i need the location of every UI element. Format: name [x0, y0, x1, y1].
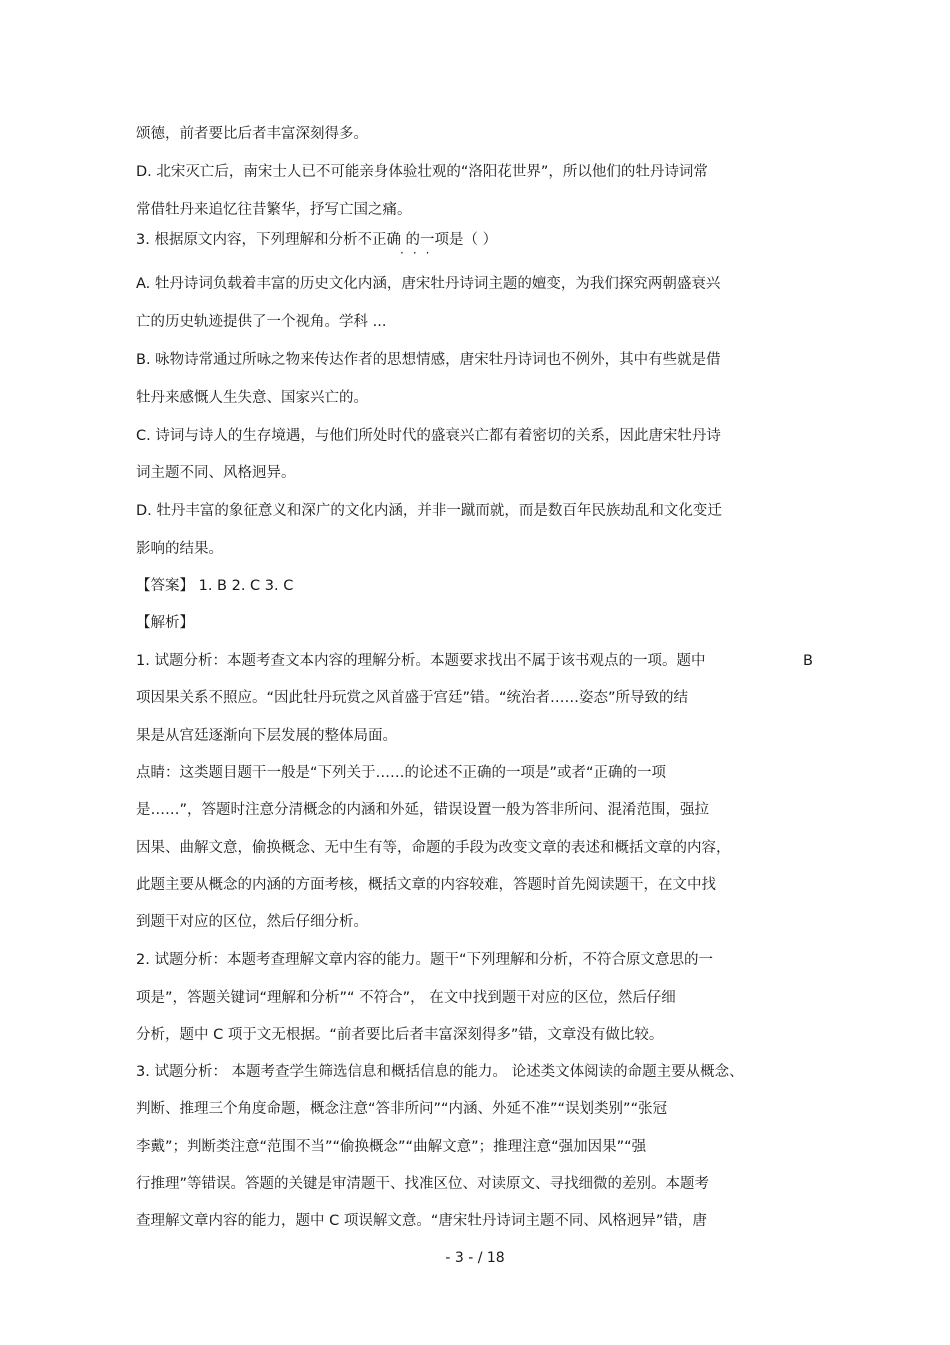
text-line: 牡丹来感慨人生失意、国家兴亡的。	[136, 390, 368, 406]
text-line: 常借牡丹来追忆往昔繁华，抒写亡国之痛。	[136, 202, 412, 218]
text-line: 是……”，答题时注意分清概念的内涵和外延，错误设置一般为答非所问、混淆范围，强拉	[136, 802, 710, 818]
text-line: 颂德，前者要比后者丰富深刻得多。	[136, 126, 368, 142]
text-line: 亡的历史轨迹提供了一个视角。学科 ...	[136, 314, 387, 330]
text-line: 判断、推理三个角度命题，概念注意“答非所问”“内涵、外延不准”“误划类别”“张冠	[136, 1101, 668, 1117]
option-c: C. 诗词与诗人的生存境遇，与他们所处时代的盛衰兴亡都有着密切的关系，因此唐宋牡丹诗	[136, 428, 721, 444]
analysis-2: 2. 试题分析：本题考查理解文章内容的能力。题干“下列理解和分析，不符合原文意思的一	[136, 952, 713, 968]
question-3-stem: 3. 根据原文内容，下列理解和分析不正确 的一项是（ ）	[136, 232, 498, 248]
option-letter-b: B	[803, 653, 813, 669]
text-line: 查理解文章内容的能力，题中 C 项误解文意。“唐宋牡丹诗词主题不同、风格迥异”错，唐	[136, 1213, 707, 1229]
text-line: 分析，题中 C 项于文无根据。“前者要比后者丰富深刻得多”错，文章没有做比较。	[136, 1027, 664, 1043]
option-b: B. 咏物诗常通过所咏之物来传达作者的思想情感，唐宋牡丹诗词也不例外，其中有些就是借	[136, 352, 721, 368]
analysis-3: 3. 试题分析： 本题考查学生筛选信息和概括信息的能力。 论述类文体阅读的命题主要从概念、	[136, 1064, 744, 1080]
option-a: A. 牡丹诗词负载着丰富的历史文化内涵，唐宋牡丹诗词主题的嬗变，为我们探究两朝盛衰兴	[136, 276, 721, 292]
analysis-heading: 【解析】	[136, 615, 194, 631]
text-line: 因果、曲解文意，偷换概念、无中生有等，命题的手段为改变文章的表述和概括文章的内容，	[136, 840, 731, 856]
emphasis-dots: ···	[400, 246, 439, 260]
text-line: 项是”，答题关键词“理解和分析”“ 不符合”， 在文中找到题干对应的区位，然后仔细	[136, 990, 676, 1006]
page-number: - 3 - / 18	[445, 1250, 505, 1266]
text-line: 词主题不同、风格迥异。	[136, 465, 296, 481]
comment-line: 点睛：这类题目题干一般是“下列关于……的论述不正确的一项是”或者“正确的一项	[136, 765, 667, 781]
text-line: 影响的结果。	[136, 541, 223, 557]
text-line: 到题干对应的区位，然后仔细分析。	[136, 914, 368, 930]
analysis-1: 1. 试题分析：本题考查文本内容的理解分析。本题要求找出不属于该书观点的一项。题中	[136, 653, 706, 669]
text-line: 果是从宫廷逐渐向下层发展的整体局面。	[136, 728, 397, 744]
text-line: 项因果关系不照应。“因此牡丹玩赏之风首盛于宫廷”错。“统治者……姿态”所导致的结	[136, 690, 689, 706]
option-d: D. 牡丹丰富的象征意义和深广的文化内涵，并非一蹴而就，而是数百年民族劫乱和文化变迁	[136, 503, 722, 519]
answer-line: 【答案】 1. B 2. C 3. C	[136, 578, 294, 594]
text-line: 李戴”；判断类注意“范围不当”“偷换概念”“曲解文意”；推理注意“强加因果”“强	[136, 1139, 647, 1155]
text-line: D. 北宋灭亡后，南宋士人已不可能亲身体验壮观的“洛阳花世界”，所以他们的牡丹诗词常	[136, 164, 708, 180]
text-line: 此题主要从概念的内涵的方面考核，概括文章的内容较难，答题时首先阅读题干，在文中找	[136, 877, 716, 893]
text-line: 行推理”等错误。答题的关键是审清题干、找准区位、对读原文、寻找细微的差别。本题考	[136, 1176, 710, 1192]
